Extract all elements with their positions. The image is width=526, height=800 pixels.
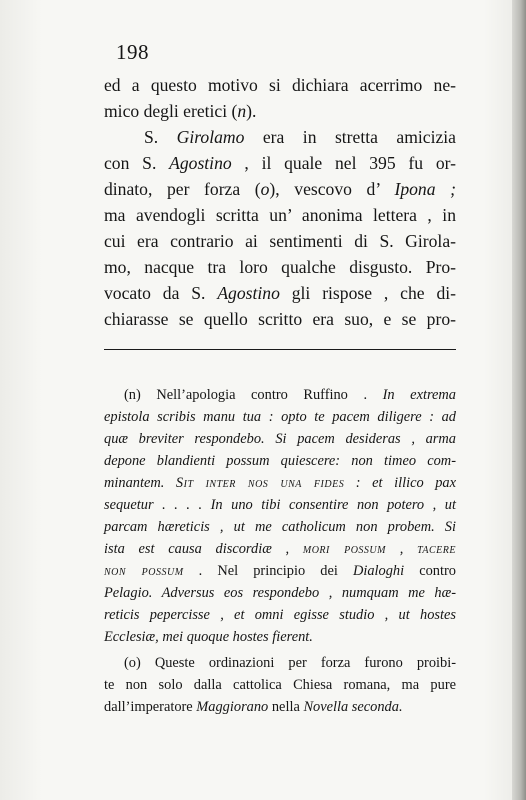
footnote-line [104,604,456,626]
page-number: 198 [116,40,149,64]
text-segment: In extrema [382,387,456,403]
text-segment: Dialoghi [352,563,405,579]
text-segment: ed a questo motivo si dichiara acerrimo ne- [104,75,456,95]
footnote-line [104,626,456,648]
footnote-line [104,494,456,516]
text-segment: Agostino [169,153,232,173]
text-segment: Ipona ; [394,179,456,199]
text-segment: , il quale nel 395 fu or- [231,153,456,173]
text-segment: gli rispose , che di- [279,283,457,303]
footnote-line [104,696,456,718]
footnote-line [104,582,456,604]
text-segment: con S. [104,153,170,173]
text-segment: quæ breviter respondebo. Si pacem desideras , arma [104,431,456,447]
text-segment: chiarasse se quello scritto era suo, e se pro- [104,309,456,329]
text-line [104,254,456,280]
footnotes-block [104,384,456,718]
footnote-line [104,652,456,674]
text-line [104,124,456,150]
text-segment: depone blandienti possum quiescere: non timeo com- [104,453,456,469]
text-segment: Novella seconda. [303,699,403,715]
text-segment: ). [246,101,257,121]
text-segment: ), vescovo d’ [269,179,395,199]
text-line [104,98,456,124]
text-segment: ma avendogli scritta un’ anonima lettera , in [104,205,456,225]
text-segment: Ecclesiæ, mei quoque hostes fierent. [104,629,313,645]
text-segment: (o) Queste ordinazioni per forza furono proibi- [124,655,456,671]
text-segment: te non solo dalla cattolica Chiesa romana, ma pure [104,677,456,693]
text-segment: , [385,541,418,557]
text-segment: tacere [417,541,456,557]
text-line [104,228,456,254]
text-segment: sequetur . . . . In uno tibi consentire non potero , ut [104,497,456,513]
footnote-separator-rule [104,349,456,350]
text-segment: Maggiorano [196,699,269,715]
text-segment: dinato, per forza ( [104,179,261,199]
text-segment: parcam hæreticis , ut me catholicum non probem. Si [104,519,456,535]
text-line [104,280,456,306]
footnote-line [104,674,456,696]
text-segment: mico degli eretici ( [104,101,238,121]
text-segment: (n) Nell’apologia contro Ruffino . [124,387,383,403]
text-segment: Agostino [217,283,280,303]
text-line [104,202,456,228]
text-segment: mo, nacque tra loro qualche disgusto. Pro- [104,257,456,277]
text-segment: o [260,179,270,199]
text-segment: contro [404,563,456,579]
text-line [104,176,456,202]
text-segment: Sit inter nos una fides [175,475,345,491]
text-segment: Pelagio. Adversus eos respondebo , numquam me hæ- [104,585,456,601]
footnote-line [104,384,456,406]
text-line [104,306,456,332]
text-segment: non possum [104,563,184,579]
footnote-line [104,516,456,538]
text-line [104,150,456,176]
footnote-line [104,406,456,428]
text-segment: . Nel principio dei [183,563,353,579]
text-segment: epistola scribis manu tua : opto te pacem diligere : ad [104,409,456,425]
footnote-line [104,560,456,582]
text-segment: reticis pepercisse , et omni egisse studio , ut hostes [104,607,456,623]
text-line [104,72,456,98]
footnote-line [104,450,456,472]
main-text-block [104,72,456,332]
text-segment: vocato da S. [104,283,218,303]
footnote-n [104,384,456,648]
text-segment: era in stretta amicizia [244,127,456,147]
footnote-o [104,652,456,718]
footnote-line [104,428,456,450]
text-segment: n [237,101,247,121]
text-segment: S. [144,127,177,147]
footnote-line [104,472,456,494]
text-segment: : et illico pax [344,475,457,491]
text-segment: ista est causa discordiæ , [104,541,303,557]
text-segment: Girolamo [176,127,245,147]
text-segment: dall’imperatore [104,699,197,715]
text-segment: cui era contrario ai sentimenti di S. Girola- [104,231,456,251]
text-segment: minantem. [104,475,176,491]
footnote-line [104,538,456,560]
text-segment: mori possum [302,541,386,557]
page-edge-shadow [512,0,526,800]
text-segment: nella [268,699,304,715]
